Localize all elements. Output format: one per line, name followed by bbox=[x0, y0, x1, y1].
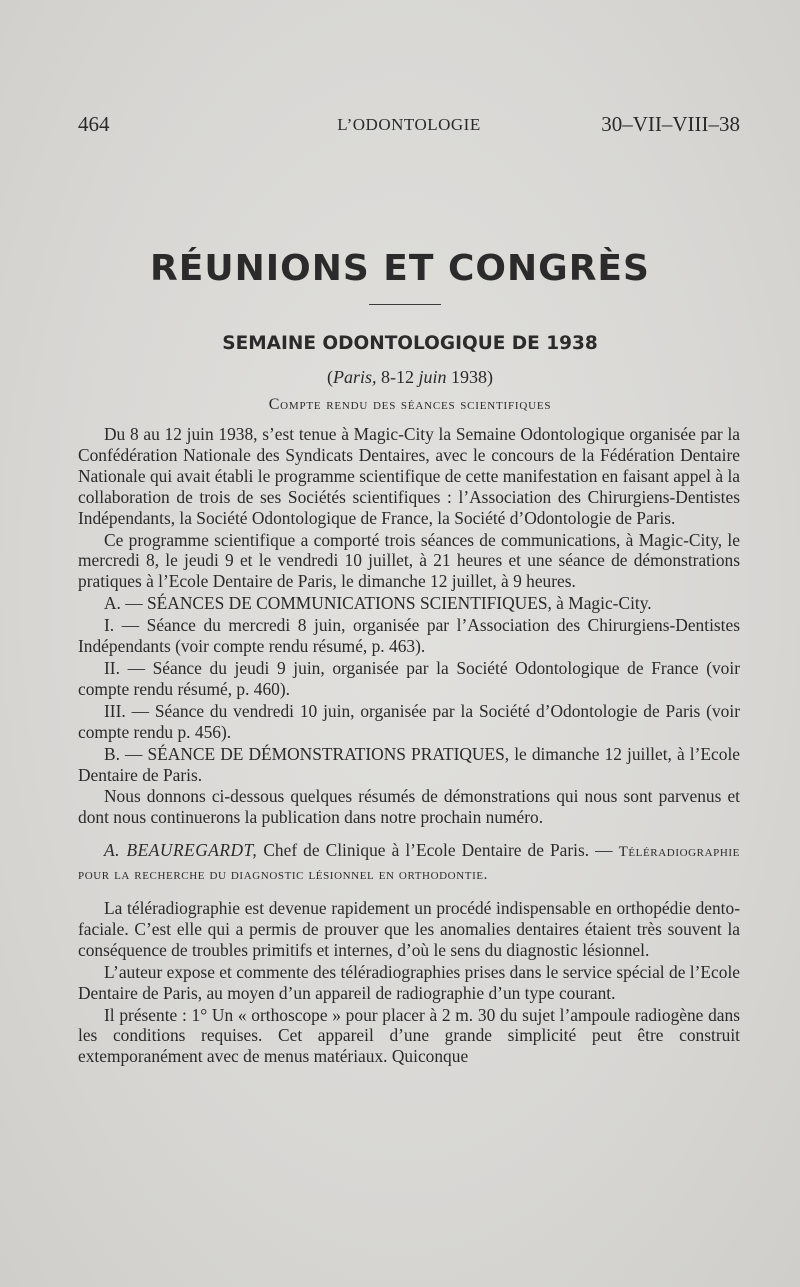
page-number: 464 bbox=[78, 112, 110, 136]
abstract-paragraph-1: La téléradiographie est devenue rapidement un procédé indispensable en orthopédie dento-faciale. C’est elle qui a permis de prouver que les anomalies dentaires étaient très souvent la conséquence de troubles primitifs et internes, d’où le sens du diagnostic lésionnel. bbox=[78, 898, 740, 960]
section-a-heading: A. — SÉANCES DE COMMUNICATIONS SCIENTIFIQUES, à Magic-City. bbox=[104, 593, 652, 614]
session-one: I. — Séance du mercredi 8 juin, organisée par l’Association des Chirurgiens-Dentistes Indépendants (voir compte rendu résumé, p. 463). bbox=[78, 615, 740, 657]
article-title: SEMAINE ODONTOLOGIQUE DE 1938 bbox=[222, 333, 598, 354]
abstract-title: Téléradiographie pour la recherche du diagnostic lésionnel en orthodontie. bbox=[78, 844, 740, 884]
author-name: A. BEAUREGARDT, bbox=[104, 840, 258, 861]
running-header bbox=[78, 112, 740, 142]
abstract-paragraph-3: Il présente : 1° Un « orthoscope » pour placer à 2 m. 30 du sujet l’ampoule radiogène dans les conditions requises. Cet appareil d’une grande simplicité peut être construit extemporanément avec de menus matériaux. Quiconque bbox=[78, 1004, 740, 1067]
session-three: III. — Séance du vendredi 10 juin, organisée par la Société d’Odontologie de Paris (voir compte rendu p. 456). bbox=[78, 700, 740, 742]
issue-date: 30–VII–VIII–38 bbox=[601, 112, 740, 136]
abstract-heading bbox=[78, 840, 740, 886]
section-title: RÉUNIONS ET CONGRÈS bbox=[150, 248, 650, 289]
session-two: II. — Séance du jeudi 9 juin, organisée par la Société Odontologique de France (voir compte rendu résumé, p. 460). bbox=[78, 657, 740, 699]
place-and-date: (Paris, 8-12 juin 1938) bbox=[326, 367, 494, 387]
paragraph-intro: Du 8 au 12 juin 1938, s’est tenue à Magic-City la Semaine Odontologique organisée par la Confédération Nationale des Syndicats Dentaires, avec le concours de la Fédération Dentaire Nationale qui avait établi le programme scientifique de cette manifestation en faisant appel à la collaboration de trois de ses Sociétés scientifiques : l’Association des Chirurgiens-Dentistes Indépendants, la Société Odontologique de France, la Société d’Odontologie de Paris. bbox=[78, 424, 740, 528]
article-body bbox=[78, 424, 740, 1067]
title-divider bbox=[369, 304, 441, 305]
paragraph-programme: Ce programme scientifique a comporté trois séances de communications, à Magic-City, le mercredi 8, le jeudi 9 et le vendredi 10 juillet, à 21 heures et une séance de démonstrations pratiques à l’Ecole Dentaire de Paris, le dimanche 12 juillet, à 9 heures. bbox=[78, 529, 740, 592]
author-role: Chef de Clinique à l’Ecole Dentaire de Paris. — bbox=[257, 840, 619, 861]
paragraph-summaries-note: Nous donnons ci-dessous quelques résumés de démonstrations qui nous sont parvenus et dont nous continuerons la publication dans notre prochain numéro. bbox=[78, 786, 740, 828]
report-heading: Compte rendu des séances scientifiques bbox=[268, 396, 552, 413]
abstract-paragraph-2: L’auteur expose et commente des téléradiographies prises dans le service spécial de l’Ecole Dentaire de Paris, au moyen d’un appareil de radiographie d’un type courant. bbox=[78, 961, 740, 1003]
section-b-heading: B. — SÉANCE DE DÉMONSTRATIONS PRATIQUES, le dimanche 12 juillet, à l’Ecole Dentaire de Paris. bbox=[78, 743, 740, 785]
journal-name: L’ODONTOLOGIE bbox=[337, 115, 481, 134]
